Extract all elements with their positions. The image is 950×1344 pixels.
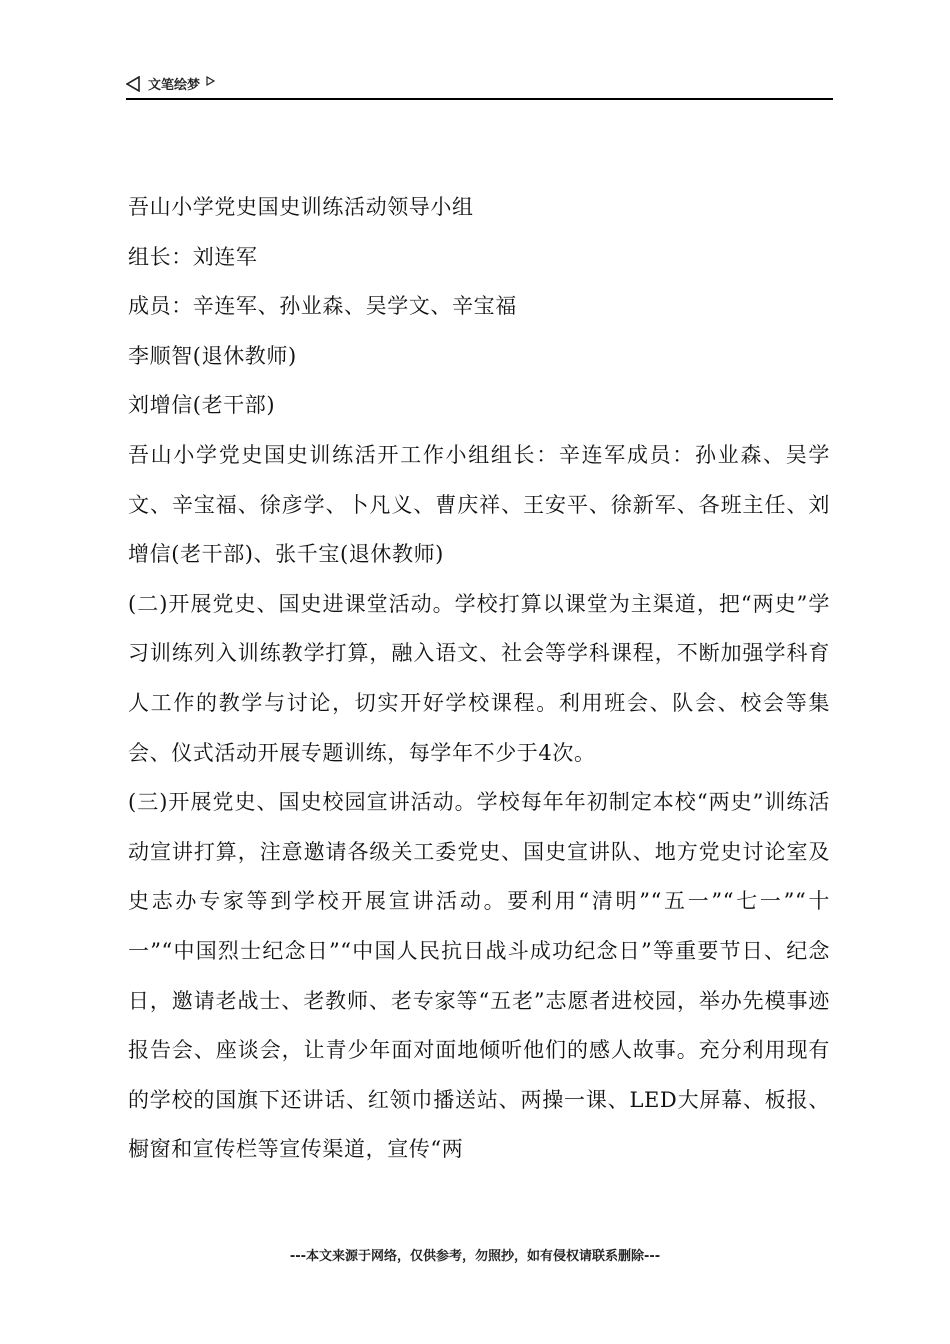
working-group-paragraph: 吾山小学党史国史训练活开工作小组组长：辛连军成员：孙业森、吴学文、辛宝福、徐彦学、卜凡义、曹庆祥、王安平、徐新军、各班主任、刘增信(老干部)、张千宝(退休教师) xyxy=(128,442,830,567)
header-brand-text: 文笔绘梦 xyxy=(148,78,201,93)
group-leader: 组长：刘连军 xyxy=(128,244,258,269)
document-body xyxy=(128,183,830,1175)
campus-lecture-paragraph: (三)开展党史、国史校园宣讲活动。学校每年年初制定本校“两史”训练活动宣讲打算，注意邀请各级关工委党史、国史宣讲队、地方党史讨论室及史志办专家等到学校开展宣讲活动。要利用“清明”“五一”“七一”“十一”“中国烈士纪念日”“中国人民抗日战斗成功纪念日”等重要节日、纪念日，邀请老战士、老教师、老专家等“五老”志愿者进校园，举办先模事迹报告会、座谈会，让青少年面对面地倾听他们的感人故事。充分利用现有的学校的国旗下还讲话、红领巾播送站、两操一课、LED大屏幕、板报、橱窗和宣传栏等宣传渠道，宣传“两 xyxy=(128,790,830,1162)
group-members: 成员：辛连军、孙业森、吴学文、辛宝福 xyxy=(128,294,517,319)
member-retired-teacher: 李顺智(退休教师) xyxy=(128,343,297,368)
header-brand xyxy=(126,74,215,93)
member-veteran-cadre: 刘增信(老干部) xyxy=(128,393,276,418)
footer-note: ---本文来源于网络，仅供参考，勿照抄，如有侵权请联系删除--- xyxy=(289,1249,661,1264)
group-title: 吾山小学党史国史训练活动领导小组 xyxy=(128,195,474,219)
triangle-right-icon xyxy=(206,76,215,86)
page-header xyxy=(126,72,833,100)
classroom-activity-paragraph: (二)开展党史、国史进课堂活动。学校打算以课堂为主渠道，把“两史”学习训练列入训练教学打算，融入语文、社会等学科课程，不断加强学科育人工作的教学与讨论，切实开好学校课程。利用班会、队会、校会等集会、仪式活动开展专题训练，每学年不少于4次。 xyxy=(128,591,830,765)
triangle-left-icon xyxy=(126,76,140,92)
